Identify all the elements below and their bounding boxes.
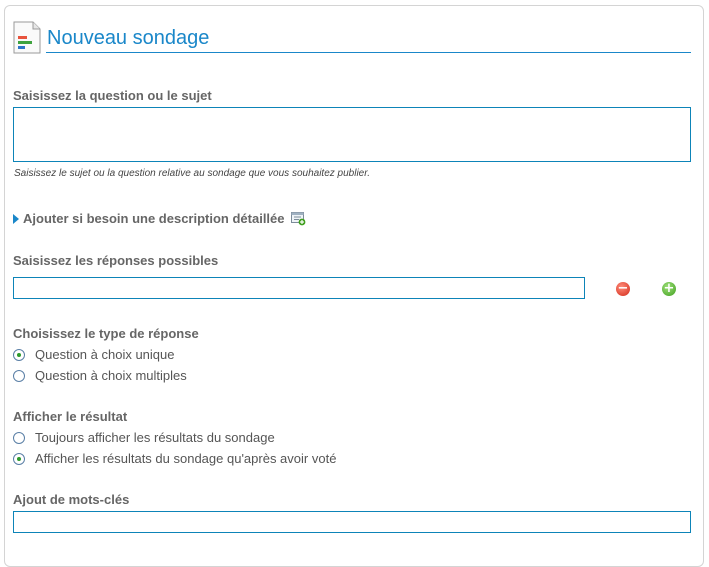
question-textarea[interactable]	[13, 107, 691, 162]
question-hint: Saisissez le sujet ou la question relative au sondage que vous souhaitez publier.	[14, 168, 370, 179]
question-label: Saisissez la question ou le sujet	[13, 88, 212, 103]
radio-multiple-choice[interactable]	[13, 368, 187, 383]
poll-document-icon	[12, 21, 42, 54]
keywords-input[interactable]	[13, 511, 691, 533]
response-type-label: Choisissez le type de réponse	[13, 326, 199, 341]
minus-icon: −	[617, 281, 629, 296]
radio-label: Toujours afficher les résultats du sondage	[35, 430, 275, 445]
page-title: Nouveau sondage	[47, 27, 210, 49]
description-toggle-label: Ajouter si besoin une description détaillée	[23, 211, 285, 226]
description-toggle[interactable]	[13, 211, 306, 226]
keywords-label: Ajout de mots-clés	[13, 492, 130, 507]
answers-label: Saisissez les réponses possibles	[13, 253, 219, 268]
radio-single-choice[interactable]	[13, 347, 174, 362]
radio-always-show-results[interactable]	[13, 430, 275, 445]
radio-label: Afficher les résultats du sondage qu'après avoir voté	[35, 451, 337, 466]
add-answer-button[interactable]	[662, 282, 676, 296]
radio-button[interactable]	[13, 349, 25, 361]
radio-button[interactable]	[13, 453, 25, 465]
title-underline	[46, 52, 691, 53]
radio-button[interactable]	[13, 432, 25, 444]
radio-button[interactable]	[13, 370, 25, 382]
radio-label: Question à choix unique	[35, 347, 175, 362]
radio-label: Question à choix multiples	[35, 368, 187, 383]
expand-arrow-icon	[13, 214, 19, 224]
results-label: Afficher le résultat	[13, 409, 128, 424]
add-description-icon	[291, 212, 306, 226]
radio-show-after-vote[interactable]	[13, 451, 336, 466]
remove-answer-button[interactable]	[616, 282, 630, 296]
answer-input[interactable]	[13, 277, 585, 299]
plus-icon: +	[663, 281, 675, 296]
